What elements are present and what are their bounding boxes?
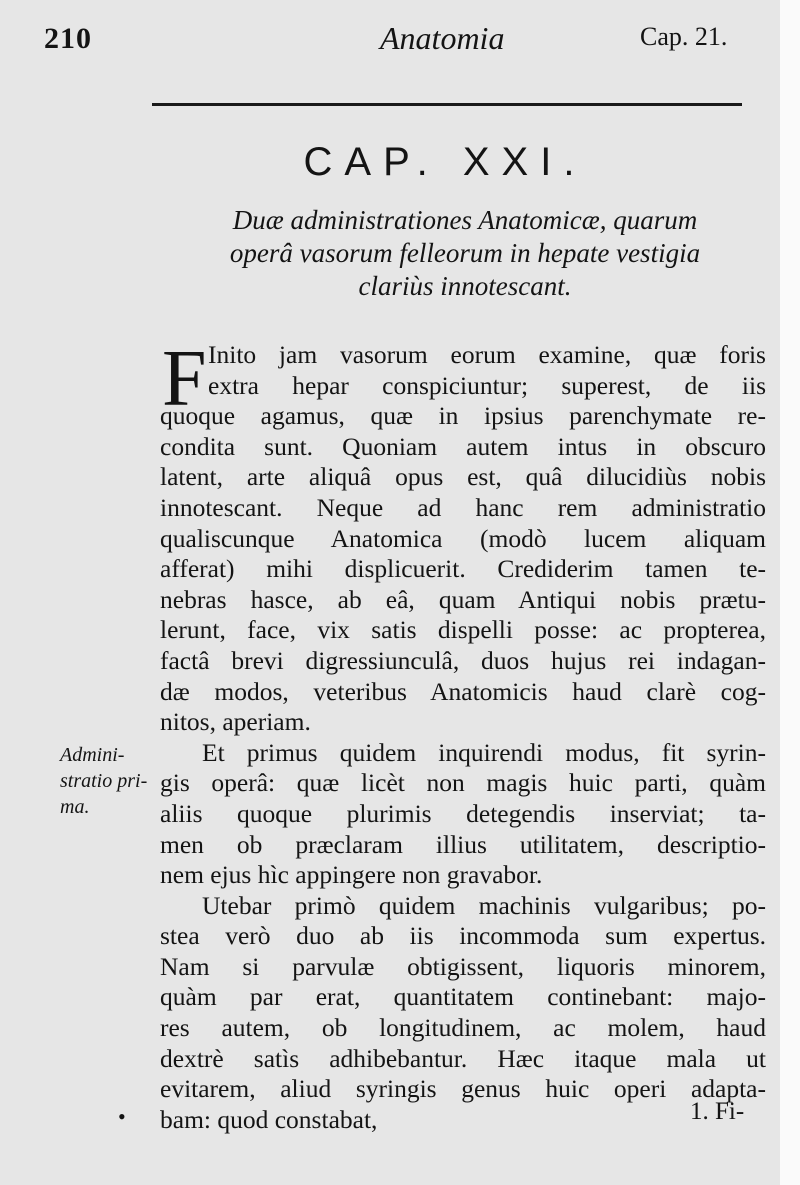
text-line: Nam si parvulæ obtigissent, liquoris minorem, (160, 951, 766, 981)
text-line: condita sunt. Quoniam autem intus in obscuro (160, 431, 766, 461)
text-line: innotescant. Neque ad hanc rem administratio (160, 492, 766, 522)
page-edge (780, 0, 800, 1185)
text-line: factâ brevi digressiunculâ, duos hujus rei indagan- (160, 645, 766, 675)
text-line: nebras hasce, ab eâ, quam Antiqui nobis prætu- (160, 584, 766, 614)
page-number: 210 (44, 22, 92, 55)
text-line: afferat) mihi displicuerit. Crediderim tamen te- (160, 554, 766, 584)
text-line: nitos, aperiam. (160, 707, 311, 737)
subtitle-line: operâ vasorum felleorum in hepate vestigia (229, 238, 701, 268)
text-line: quàm par erat, quantitatem continebant: majo- (160, 982, 766, 1012)
text-line: Et primus quidem inquirendi modus, fit syrin- (202, 737, 766, 767)
text-line: dextrè satìs adhibebantur. Hæc itaque mala ut (160, 1043, 766, 1073)
text-line: nem ejus hìc appingere non gravabor. (160, 860, 543, 890)
text-line: gis operâ: quæ licèt non magis huic parti, quàm (160, 768, 766, 798)
text-line: lerunt, face, vix satis dispelli posse: ac propterea, (160, 615, 766, 645)
page-header (0, 18, 780, 68)
header-rule (152, 103, 742, 106)
drop-cap: F (162, 335, 207, 423)
text-line: latent, arte aliquâ opus est, quâ dilucidiùs nobis (160, 462, 766, 492)
margin-note-line: ma. (60, 796, 90, 818)
text-line: dæ modos, veteribus Anatomicis haud clarè cog- (160, 676, 766, 706)
text-line: quoque agamus, quæ in ipsius parenchymate re- (160, 401, 766, 431)
text-line: Inito jam vasorum eorum examine, quæ foris (208, 340, 766, 369)
margin-note-line: Admini- (60, 744, 125, 766)
text-line: stea verò duo ab iis incommoda sum expertus. (160, 921, 766, 951)
body-text (160, 335, 766, 1135)
text-line: res autem, ob longitudinem, ac molem, haud (160, 1013, 766, 1043)
chapter-subtitle (170, 204, 760, 303)
subtitle-line: clariùs innotescant. (358, 271, 572, 301)
text-line: qualiscunque Anatomica (modò lucem aliquam (160, 523, 766, 553)
text-line: men ob præclaram illius utilitatem, descriptio- (160, 829, 766, 859)
margin-dot: • (118, 1104, 126, 1129)
chapter-reference: Cap. 21. (640, 22, 728, 51)
text-line: evitarem, aliud syringis genus huic operi adapta- (160, 1074, 766, 1104)
catchword: 1. Fi- (690, 1098, 745, 1125)
subtitle-line: Duæ administrationes Anatomicæ, quarum (232, 205, 698, 235)
text-line: bam: quod constabat, (160, 1104, 378, 1134)
text-line: extra hepar conspiciuntur; superest, de iis (208, 370, 766, 400)
margin-note (60, 742, 156, 820)
chapter-heading: CAP. XXI. (303, 140, 587, 184)
text-line: aliis quoque plurimis detegendis inserviat; ta- (160, 798, 766, 828)
text-line: Utebar primò quidem machinis vulgaribus; po- (202, 890, 766, 920)
running-head: Anatomia (380, 20, 505, 56)
margin-note-line: stratio pri- (60, 770, 148, 792)
